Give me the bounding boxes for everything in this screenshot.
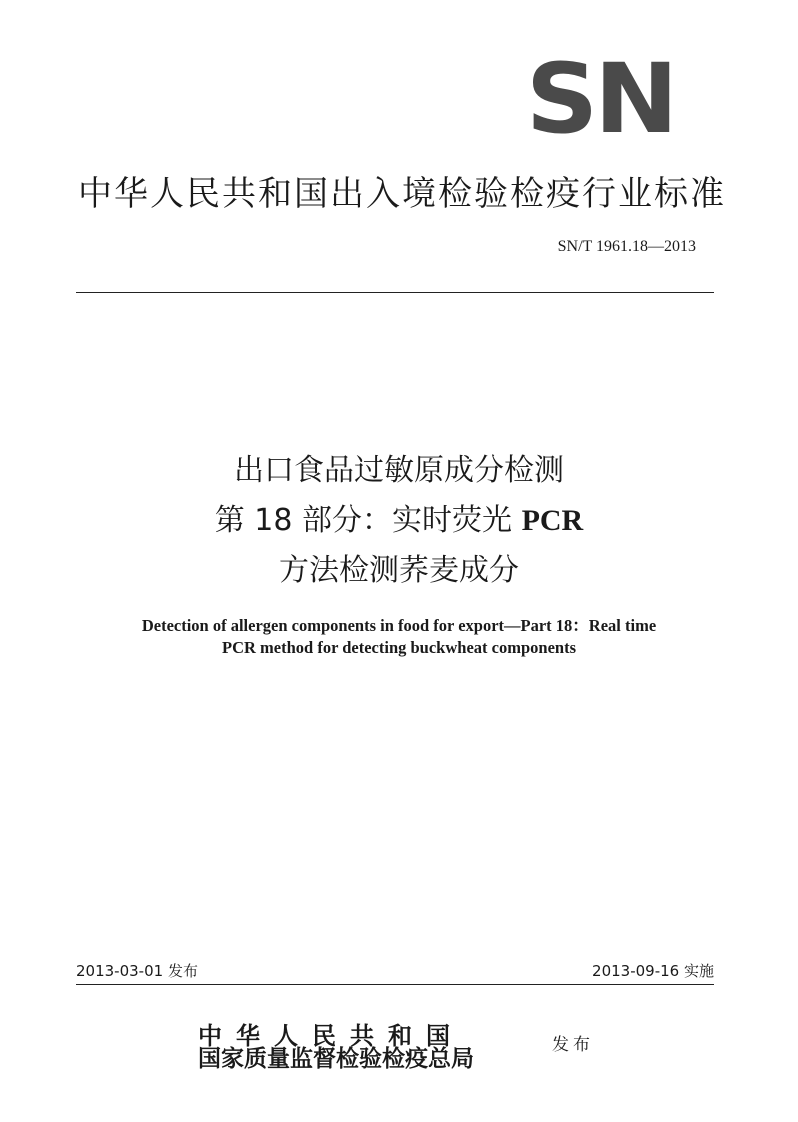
issuer-country: 中华人民共和国 [198, 1021, 464, 1050]
chinese-title-line-1: 出口食品过敏原成分检测 [234, 453, 564, 488]
issued-by-label: 发布 [552, 1035, 594, 1055]
english-title-line-1: Detection of allergen components in food for export—Part 18：Real time [141, 616, 657, 635]
implementation-date: 2013-09-16 实施 [592, 962, 714, 980]
chinese-title-pcr: PCR [521, 504, 584, 537]
top-divider [76, 292, 714, 293]
issuer-agency: 国家质量监督检验检疫总局 [198, 1045, 474, 1072]
industry-standard-title: 中华人民共和国出入境检验检疫行业标准 [78, 174, 726, 214]
english-title-line-2: PCR method for detecting buckwheat components [222, 638, 576, 657]
standard-number: SN/T 1961.18—2013 [557, 238, 696, 255]
chinese-title-line-2 [0, 495, 798, 539]
issue-date: 2013-03-01 发布 [76, 962, 198, 980]
chinese-title-line-3: 方法检测荞麦成分 [279, 553, 519, 588]
bottom-divider [76, 984, 714, 985]
chinese-title-line-2-text: 第 18 部分：实时荧光 [214, 503, 522, 538]
sn-logo: SN [525, 43, 675, 155]
